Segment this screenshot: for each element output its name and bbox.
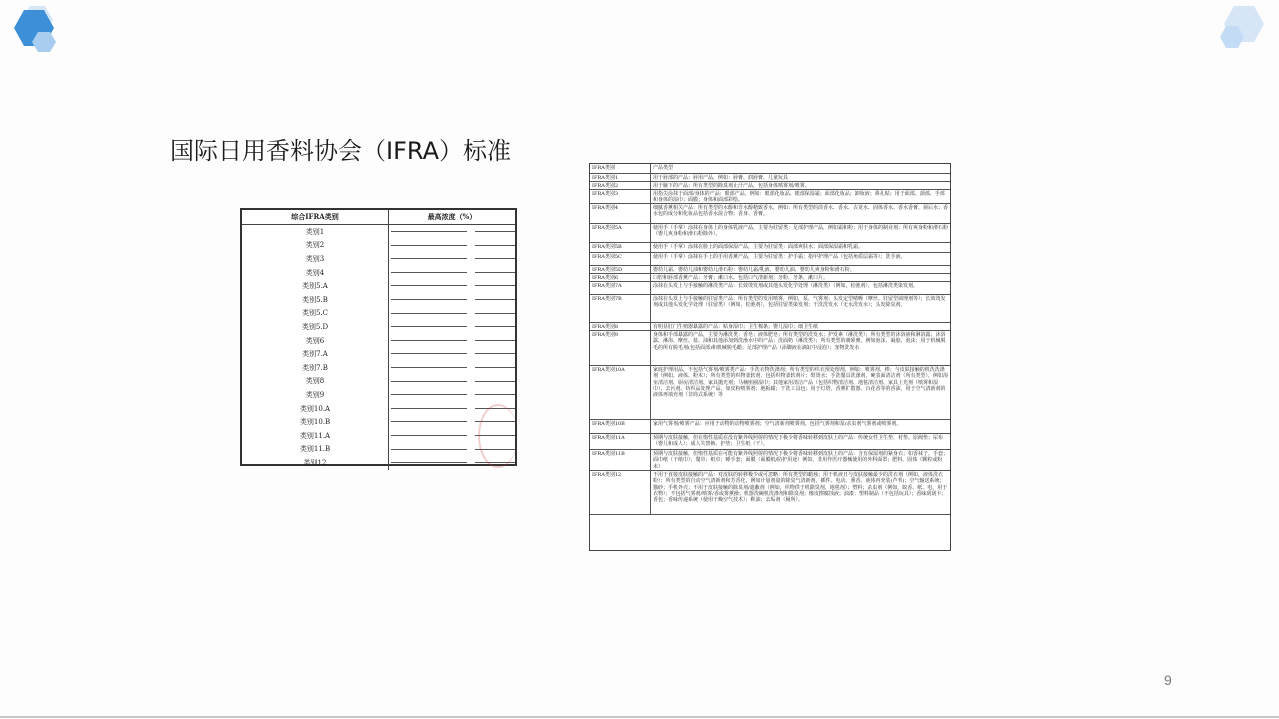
category-cell: 类别11.A <box>242 429 389 443</box>
category-cell: 类别5.A <box>242 279 389 293</box>
ifra-category-cell: IFRA类别9 <box>590 331 651 365</box>
ifra-category-cell: IFRA类别5C <box>590 253 651 265</box>
product-type-cell: 涂抹在头发上与手接触的驻留类产品：所有类型的发用喷雾，例如，泵、气雾剂；头发定型啫喱（摩丝、驻留型调理剂等）；长效烫发剂或其他头发化学处理（驻留类）（例如，松弛剂），包括驻留类染发剂；干洗洗发水（无水洗发水）；头发除臭剂。 <box>653 296 946 309</box>
table-row <box>242 320 515 334</box>
concentration-cell <box>389 225 515 239</box>
table-row <box>242 225 515 239</box>
category-cell: 类别8 <box>242 375 389 389</box>
product-type-cell: 使用手（手掌）涂抹在脸上的面部保湿产品，主要为驻留类：面部爽肤水；面部保湿霜和乳霜。 <box>653 244 864 250</box>
concentration-cell <box>389 361 515 375</box>
table-row <box>590 204 950 224</box>
category-cell: 类别7.B <box>242 361 389 375</box>
concentration-cell <box>389 320 515 334</box>
table-row <box>590 253 950 266</box>
category-cell: 类别10.B <box>242 415 389 429</box>
table-row <box>590 295 950 323</box>
ifra-product-type-table <box>589 163 951 551</box>
ifra-category-cell: IFRA类别7B <box>590 295 651 322</box>
table-row <box>242 252 515 266</box>
table-row <box>242 293 515 307</box>
category-cell: 类别4 <box>242 266 389 280</box>
table-row <box>242 279 515 293</box>
category-cell: 类别10.A <box>242 402 389 416</box>
category-cell: 类别3 <box>242 252 389 266</box>
category-cell: 类别11.B <box>242 443 389 457</box>
table-row <box>590 450 950 471</box>
page-number: 9 <box>1164 672 1172 688</box>
category-cell: 类别7.A <box>242 347 389 361</box>
ifra-category-cell: IFRA类别11A <box>590 434 651 449</box>
product-type-cell: 不用于直接皮肤接触的产品：对皮肤的转移极少或可忽略：所有类型的蜡烛；用于机液且与皮肤接触最少的洗衣剂（例如，液体洗衣粉）；所有类型的自动空气清新剂和芳香化，例如计量剂量的除臭气清新剂、插件、电动、熏香、液体再充装(芦苇)；空气输送系统；猫砂；手机外壳；不用于皮肤接触的除臭剂/遮蔽剂（例如，织物供于机除臭剂，地毯剂）；塑料；杀虫剂（例如，蚊香、纸、电、用于衣物）；不包括气雾剂/喷雾/香或雾薰操；机器洗碗机洗涤剂和除臭剂；橡皮擦腐蚀液；油漆；塑料制品（不包括玩具）；香味刮刮卡；香包；香味传递系统（使用干燥空气技术）；鞋油；去垢剂（厕所）。 <box>653 472 948 504</box>
table-row <box>590 174 950 182</box>
table-row <box>590 434 950 450</box>
ifra-category-cell: IFRA类别4 <box>590 204 651 223</box>
product-type-cell: 使用手（手掌）涂抹在身体上的身体乳液产品，主要为驻留类：足部护理产品，例如霜和粉；用于身体的制业剂；所有爽身粉和滑石粉（婴儿爽身粉和滑石粉除外）。 <box>653 225 949 238</box>
product-type-cell: 预期与皮肤接触，但在惰性基质在没有紫外线照射的情况下极少将香味转移到皮肤上的产品：传统女性卫生垫、衬垫、原阀垫；尿布（婴儿和成人）；成人失禁裤、护垫；卫生纸（干）。 <box>653 435 944 448</box>
concentration-cell <box>389 334 515 348</box>
concentration-cell <box>389 375 515 389</box>
table-row <box>590 224 950 243</box>
page-title: 国际日用香料协会（IFRA）标准 <box>170 137 512 165</box>
product-type-cell: 婴幼儿霜、婴幼儿油和婴幼儿滑石粉：婴幼儿霜/乳液、婴幼儿油、婴幼儿爽身粉和滑石粉。 <box>653 267 855 273</box>
concentration-cell <box>389 293 515 307</box>
table-row <box>242 388 515 402</box>
bottom-divider <box>0 716 1279 718</box>
product-type-cell: 细腻香薰相关产品：所有类型的水醇和非水醇精致香水，例如：所有类型的淡香水、香水、古龙水、固体香水、香水香膏、须后水；香水包的成分和化妆品包括香水混合物；香身、香膏。 <box>653 205 949 218</box>
category-cell: 类别1 <box>242 225 389 239</box>
product-type-cell: 身体和手部暴露的产品，主要为淋洗类：香皂；液体肥皂；所有类型的洗发水；护发素（淋洗类）；所有类型的沐浴液和淋浴露；沐浴露、淋浴、摩丝、盐、油和其他添加到洗澡水中的产品；洗面奶（淋洗类）；所有类型的剃须膏，例如泡沫、凝胶、泡沫；用于机械脱毛的所有脱毛剂(包括面部)和机械脱毛蜡；足部护理产品（添脚液在滴缸中浸泡）；宠物洗发水 <box>653 332 946 351</box>
concentration-cell <box>389 252 515 266</box>
table-row <box>242 307 515 321</box>
table-row <box>590 182 950 190</box>
column-header-product-type: 产品类型 <box>653 165 674 171</box>
column-header-ifra-category: IFRA类别 <box>590 164 651 173</box>
table-header <box>590 164 950 174</box>
ifra-category-cell: IFRA类别5B <box>590 243 651 252</box>
table-row <box>242 347 515 361</box>
table-row <box>242 415 515 429</box>
ifra-category-cell: IFRA类别5D <box>590 266 651 273</box>
table-row <box>590 420 950 434</box>
product-type-cell: 涂抹在头发上与手接触的淋洗类产品：长效烫发剂或其他头发化学处理（淋洗类）（例如，松弛剂），包括淋洗类染发剂。 <box>653 283 919 289</box>
concentration-cell <box>389 279 515 293</box>
concentration-cell <box>389 307 515 321</box>
product-type-cell: 有明显肛门生殖器暴露的产品：贴身湿巾；卫生棉条；婴儿湿巾；细卫生纸 <box>653 324 819 330</box>
table-row <box>242 456 515 470</box>
category-cell: 类别12 <box>242 456 389 470</box>
table-row <box>242 266 515 280</box>
table-row <box>242 429 515 443</box>
product-type-cell: 预期与皮肤接触，但惰性基质在可能有紫外线照射的情况下极少将香味转移到皮肤上的产品：含有保湿剂的紧身衣；如香袜子、手套；面巾纸（干纸巾）；餐巾；纸巾；睡手套；面膜（面膜纸/防护用途）例如，非用作医疗器械使用的外科面罩；肥料、固体（颗粒或粉末） <box>653 451 949 470</box>
ifra-category-cell: IFRA类别5A <box>590 224 651 242</box>
category-cell: 类别2 <box>242 239 389 253</box>
column-header-max-concentration: 最高浓度（%） <box>427 212 477 221</box>
ifra-category-cell: IFRA类别8 <box>590 323 651 330</box>
ifra-category-cell: IFRA类别6 <box>590 274 651 281</box>
ifra-category-cell: IFRA类别7A <box>590 282 651 294</box>
table-row <box>590 243 950 253</box>
ifra-category-cell: IFRA类别3 <box>590 190 651 203</box>
table-row <box>590 190 950 204</box>
product-type-cell: 用于唇部的产品：唇用产品，例如：唇膏、润唇膏、儿童玩具 <box>653 175 789 181</box>
product-type-cell: 家用气雾剂/喷雾产品：应用于动物的动物喷雾剂；空气清新剂喷雾剂，包括气雾剂和泵/杀虫剂气雾剂或喷雾剂。 <box>653 421 902 427</box>
table-row <box>242 361 515 375</box>
ifra-category-limit-table <box>240 208 517 466</box>
concentration-cell <box>389 239 515 253</box>
table-row <box>590 331 950 366</box>
concentration-cell <box>389 266 515 280</box>
ifra-category-cell: IFRA类别10A <box>590 366 651 419</box>
table-row <box>242 375 515 389</box>
table-row <box>590 366 950 420</box>
ifra-category-cell: IFRA类别11B <box>590 450 651 470</box>
concentration-cell <box>389 388 515 402</box>
seal-stamp <box>478 404 518 468</box>
ifra-category-cell: IFRA类别2 <box>590 182 651 189</box>
category-cell: 类别6 <box>242 334 389 348</box>
table-row <box>242 402 515 416</box>
hexagon-logo-icon <box>1216 4 1268 54</box>
category-cell: 类别5.D <box>242 320 389 334</box>
hexagon-logo-icon <box>10 4 64 54</box>
category-cell: 类别5.B <box>242 293 389 307</box>
product-type-cell: 用指尖涂抹于面部/身体的产品：眼部产品，例如：眼部化妆品、眼部保湿霜；面部化妆品；卸妆液；鼻孔贴；用于面部、颈部、手部和身体的湿巾；面膜；身体和面部彩绘。 <box>653 191 945 203</box>
table-row <box>590 282 950 295</box>
table-row <box>242 239 515 253</box>
product-type-cell: 家庭护理用品，不包括气雾剂/喷雾类产品：手洗衣物洗涤剂；所有类型的织衣预处理剂，例如：喷雾剂、棒；与皮肤接触的机洗洗涤剂（例如，液体、粉末）；所有类型的织物柔软剂，包括织物柔软剂片；熨烫水；手洗餐具洗涤剂，硬表面清洁剂（所有类型），例如浴室清洁剂、厨房清洁剂、家具抛光剂；马桶座圈湿巾；其他家用清洁产品（包括织物清洁剂、地毯清洁剂、家具上光剂（喷雾和湿巾）、去污剂、纺织品处理产品，如皮粉喷雾剂；地板蜡；干洗工具包；用于灯塔、香薰扩散器、百花香等的香油，用于空气清新剂的液体再填充剂（非简式系统）等 <box>653 367 949 399</box>
product-type-cell: 用于腋下的产品：所有类型的除臭剂止汗产品，包括身体喷雾剂/喷雾。 <box>653 183 810 189</box>
table-row <box>590 274 950 282</box>
category-cell: 类别9 <box>242 388 389 402</box>
concentration-cell <box>389 347 515 361</box>
ifra-category-cell: IFRA类别10B <box>590 420 651 433</box>
ifra-category-cell: IFRA类别12 <box>590 471 651 514</box>
table-row <box>242 443 515 457</box>
table-row <box>242 334 515 348</box>
table-row <box>590 471 950 515</box>
product-type-cell: 使用手（手掌）涂抹在手上的手用香薰产品，主要为驻留类：护手霜；指甲护理产品（包括角质层霜等）；洗手液。 <box>653 254 906 260</box>
ifra-category-cell: IFRA类别1 <box>590 174 651 181</box>
product-type-cell: 口腔和唇部香薰产品：牙膏；漱口水，包括口气清新剂；牙粉、牙条、漱口片。 <box>653 275 829 281</box>
table-row <box>590 323 950 331</box>
category-cell: 类别5.C <box>242 307 389 321</box>
table-header <box>242 210 515 225</box>
column-header-category: 综合IFRA类别 <box>242 210 389 224</box>
table-row <box>590 266 950 274</box>
